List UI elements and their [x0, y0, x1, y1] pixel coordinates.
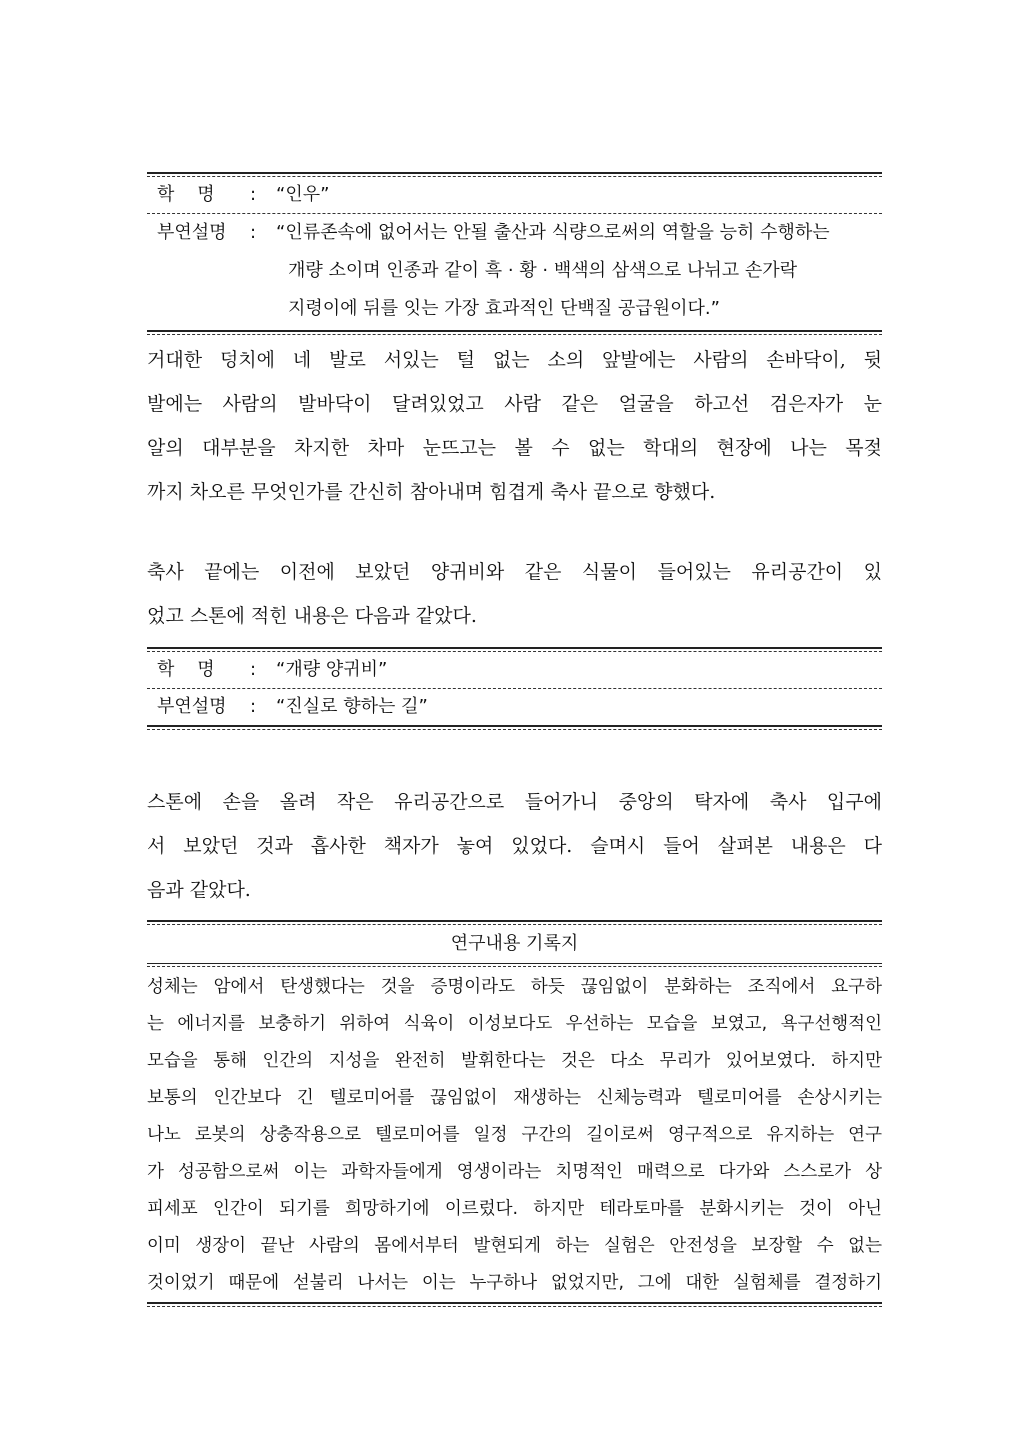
paragraph-line: 스톤에 손을 올려 작은 유리공간으로 들어가니 중앙의 탁자에 축사 입구에 — [147, 791, 882, 813]
record-line: 보통의 인간보다 긴 텔로미어를 끊임없이 재생하는 신체능력과 텔로미어를 손상시키는 — [147, 1088, 882, 1108]
bottom-rule — [147, 1302, 882, 1307]
research-record-sheet — [147, 920, 882, 1307]
name-label: 학 명 — [157, 659, 215, 680]
description-value — [276, 214, 882, 328]
colon: : — [250, 696, 257, 717]
name-label: 학 명 — [157, 184, 215, 205]
name-value: “개량 양귀비” — [276, 659, 388, 680]
paragraph-line: 서 보았던 것과 흡사한 책자가 놓여 있었다. 슬며시 들어 살펴본 내용은 다 — [147, 835, 882, 857]
paragraph — [147, 550, 882, 638]
bottom-rule — [147, 330, 882, 335]
paragraph-line: 발에는 사람의 발바닥이 달려있었고 사람 같은 얼굴을 하고선 검은자가 눈 — [147, 393, 882, 415]
description-line: 지령이에 뒤를 잇는 가장 효과적인 단백질 공급원이다.” — [288, 298, 720, 319]
description-label: 부연설명 — [157, 222, 227, 243]
description-label: 부연설명 — [157, 696, 227, 717]
colon: : — [250, 184, 257, 205]
paragraph-line: 알의 대부분을 차지한 차마 눈뜨고는 볼 수 없는 학대의 현장에 나는 목젖 — [147, 437, 882, 459]
record-body — [147, 969, 882, 1302]
name-row — [147, 177, 882, 212]
record-title: 연구내용 기록지 — [450, 933, 579, 954]
description-line: “인류존속에 없어서는 안될 출산과 식량으로써의 역할을 능히 수행하는 — [276, 222, 830, 243]
description-row — [147, 689, 882, 725]
record-line: 나노 로봇의 상충작용으로 텔로미어를 일정 구간의 길이로써 영구적으로 유지하는 연구 — [147, 1125, 882, 1145]
specimen-card-poppy — [147, 647, 882, 730]
record-line: 피세포 인간이 되기를 희망하기에 이르렀다. 하지만 테라토마를 분화시키는 것이 아닌 — [147, 1199, 882, 1219]
specimen-card-inwoo — [147, 172, 882, 335]
title-rule — [147, 963, 882, 967]
name-value: “인우” — [276, 184, 330, 205]
colon: : — [250, 659, 257, 680]
description-line: 개량 소이며 인종과 같이 흑 · 황 · 백색의 삼색으로 나뉘고 손가락 — [288, 260, 798, 281]
record-line: 이미 생장이 끝난 사람의 몸에서부터 발현되게 하는 실험은 안전성을 보장할 수 없는 — [147, 1236, 882, 1256]
paragraph-line: 음과 같았다. — [147, 879, 251, 901]
record-line: 성체는 암에서 탄생했다는 것을 증명이라도 하듯 끊임없이 분화하는 조직에서 요구하 — [147, 977, 882, 997]
record-line: 는 에너지를 보충하기 위하여 식육이 이성보다도 우선하는 모습을 보였고, 욕구선행적인 — [147, 1014, 882, 1034]
record-line: 모습을 통해 인간의 지성을 완전히 발휘한다는 것은 다소 무리가 있어보였다. 하지만 — [147, 1051, 882, 1071]
paragraph-line: 었고 스톤에 적힌 내용은 다음과 같았다. — [147, 605, 477, 627]
paragraph-line: 축사 끝에는 이전에 보았던 양귀비와 같은 식물이 들어있는 유리공간이 있 — [147, 561, 882, 583]
description-value: “진실로 향하는 길” — [276, 696, 428, 717]
name-row — [147, 652, 882, 687]
paragraph-line: 까지 차오른 무엇인가를 간신히 참아내며 힘겹게 축사 끝으로 향했다. — [147, 481, 716, 503]
record-line: 것이었기 때문에 섣불리 나서는 이는 누구하나 없었지만, 그에 대한 실험체를 결정하기 — [147, 1273, 882, 1293]
record-line: 가 성공함으로써 이는 과학자들에게 영생이라는 치명적인 매력으로 다가와 스스로가 상 — [147, 1162, 882, 1182]
bottom-rule — [147, 725, 882, 730]
paragraph — [147, 338, 882, 514]
colon: : — [250, 222, 257, 243]
paragraph — [147, 780, 882, 912]
description-row — [147, 214, 882, 328]
paragraph-line: 거대한 덩치에 네 발로 서있는 털 없는 소의 앞발에는 사람의 손바닥이, 뒷 — [147, 349, 882, 371]
